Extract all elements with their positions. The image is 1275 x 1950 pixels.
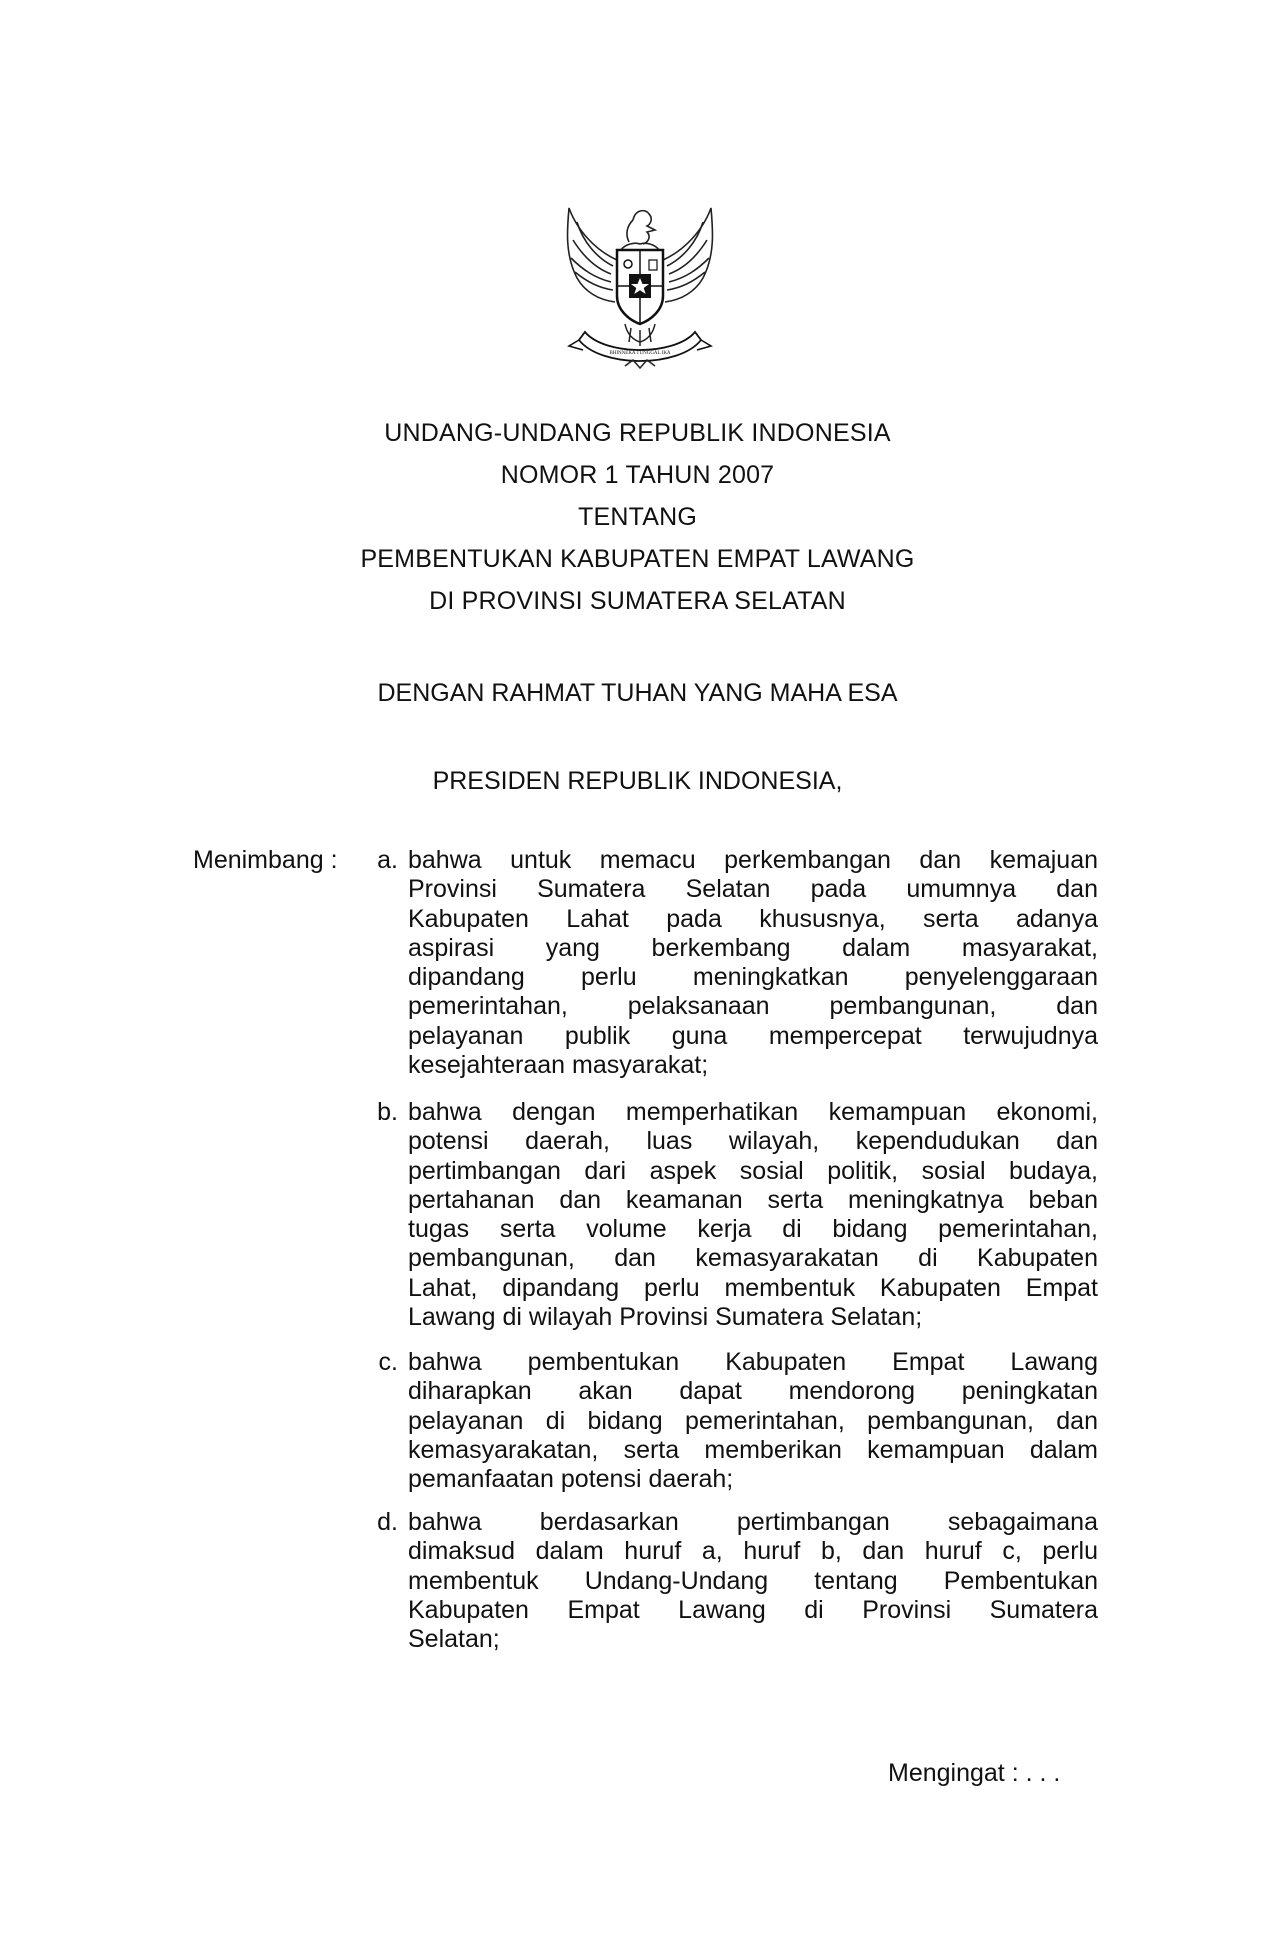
text-line: bahwa pembentukan Kabupaten Empat Lawang xyxy=(408,1348,1098,1376)
garuda-emblem xyxy=(555,200,725,375)
title-line: PEMBENTUKAN KABUPATEN EMPAT LAWANG xyxy=(360,545,915,573)
text-line: bahwa untuk memacu perkembangan dan kemajuan xyxy=(408,846,1098,874)
text-line: Provinsi Sumatera Selatan pada umumnya dan xyxy=(408,875,1098,904)
text-line: dipandang perlu meningkatkan penyelenggaraan xyxy=(408,963,1098,992)
text-line: pemerintahan, pelaksanaan pembangunan, dan xyxy=(408,992,1098,1021)
text-line: pertimbangan dari aspek sosial politik, sosial budaya, xyxy=(408,1156,1098,1185)
text-line: potensi daerah, luas wilayah, kependudukan dan xyxy=(408,1127,1098,1156)
considering-label: Menimbang : xyxy=(193,846,338,874)
president-heading: PRESIDEN REPUBLIK INDONESIA, xyxy=(432,767,843,795)
item-text xyxy=(408,846,1098,1080)
text-line: pertahanan dan keamanan serta meningkatnya beban xyxy=(408,1185,1098,1214)
text-line: kemasyarakatan, serta memberikan kemampuan dalam xyxy=(408,1435,1098,1464)
item-text xyxy=(408,1098,1098,1332)
title-line: TENTANG xyxy=(578,503,697,531)
text-line: Kabupaten Lahat pada khususnya, serta adanya xyxy=(408,904,1098,933)
text-line: membentuk Undang-Undang tentang Pembentukan xyxy=(408,1566,1098,1595)
item-letter: d. xyxy=(377,1508,398,1536)
title-line: NOMOR 1 TAHUN 2007 xyxy=(500,461,775,489)
garuda-emblem-graphic xyxy=(555,200,725,375)
item-text xyxy=(408,1348,1098,1494)
title-line: UNDANG-UNDANG REPUBLIK INDONESIA xyxy=(384,419,891,447)
text-line: kesejahteraan masyarakat; xyxy=(408,1051,709,1080)
text-line: pelayanan publik guna mempercepat terwujudnya xyxy=(408,1021,1098,1050)
text-line: bahwa dengan memperhatikan kemampuan ekonomi, xyxy=(408,1098,1098,1126)
next-page-reference: Mengingat : . . . xyxy=(888,1759,1061,1787)
text-line: Lahat, dipandang perlu membentuk Kabupaten Empat xyxy=(408,1273,1098,1302)
emblem-motto: BHINNEKA TUNGGAL IKA xyxy=(609,351,671,356)
text-line: aspirasi yang berkembang dalam masyarakat, xyxy=(408,933,1098,962)
text-line: Lawang di wilayah Provinsi Sumatera Selatan; xyxy=(408,1303,923,1332)
title-line: DI PROVINSI SUMATERA SELATAN xyxy=(429,587,846,615)
document-title xyxy=(0,412,1275,622)
text-line: tugas serta volume kerja di bidang pemerintahan, xyxy=(408,1215,1098,1244)
invocation: DENGAN RAHMAT TUHAN YANG MAHA ESA xyxy=(377,679,898,707)
item-letter: a. xyxy=(377,846,398,874)
text-line: pelayanan di bidang pemerintahan, pembangunan, dan xyxy=(408,1406,1098,1435)
text-line: bahwa berdasarkan pertimbangan sebagaimana xyxy=(408,1508,1098,1536)
item-letter: c. xyxy=(378,1348,398,1376)
item-text xyxy=(408,1508,1098,1654)
text-line: diharapkan akan dapat mendorong peningkatan xyxy=(408,1377,1098,1406)
item-letter: b. xyxy=(377,1098,398,1126)
text-line: pembangunan, dan kemasyarakatan di Kabupaten xyxy=(408,1244,1098,1273)
text-line: Kabupaten Empat Lawang di Provinsi Sumatera xyxy=(408,1595,1098,1624)
text-line: Selatan; xyxy=(408,1625,500,1654)
text-line: pemanfaatan potensi daerah; xyxy=(408,1465,734,1494)
text-line: dimaksud dalam huruf a, huruf b, dan huruf c, perlu xyxy=(408,1537,1098,1566)
